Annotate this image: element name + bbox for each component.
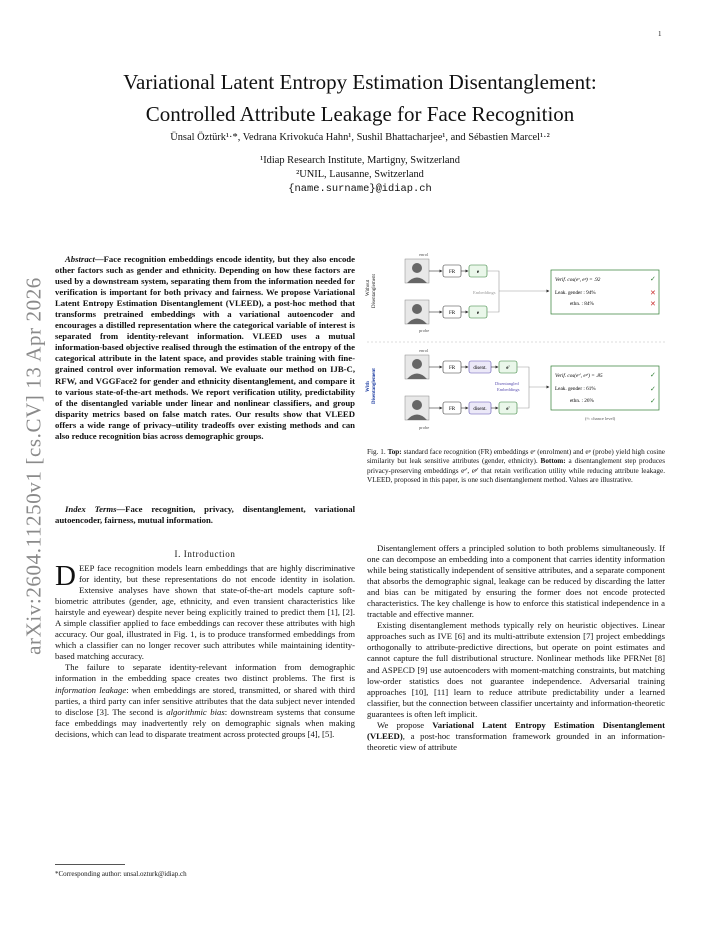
verif-top: Verif. cos(eᵉ, eᵖ) = .92 <box>555 277 601 283</box>
with-label-2: Disentanglement <box>372 368 377 404</box>
svg-text:FR: FR <box>448 366 456 371</box>
page-number: 1 <box>658 30 662 38</box>
leak-eth-top: ethn. : 84% <box>570 301 594 307</box>
svg-text:Embeddings: Embeddings <box>497 387 520 392</box>
affiliations <box>60 154 660 196</box>
index-terms-label: Index Terms <box>65 504 117 514</box>
right-paragraph-3: We propose Variational Latent Entropy Estimation Disentanglement (VLEED), a post-hoc transformation framework grounded in an information-theoretic view of attribute <box>367 719 665 752</box>
drop-cap: D <box>55 560 76 592</box>
footnote-rule <box>55 864 125 865</box>
probe-label-top: probe <box>419 328 430 333</box>
cross-icon: ✕ <box>650 300 656 308</box>
face-probe-bottom <box>405 396 429 420</box>
paper-title <box>60 66 660 130</box>
embeddings-label: Embeddings <box>473 290 496 295</box>
leak-eth-bottom: ethn. : 26% <box>570 398 594 404</box>
disent-label: disent. <box>473 366 487 371</box>
right-paragraph-1: Disentanglement offers a principled solution to both problems simultaneously. If one can decompose an embedding into a component that carries identity information while being statistically independent of sensitive attributes, and a separate component that absorbs the demographic signal, leakage can be reduced by discarding the latter and bias can be mitigated by ensuring the former does not encode protected characteristics. The key challenge is how to enforce this statistical independence in a tractable and effective manner. <box>367 543 665 620</box>
svg-text:probe: probe <box>419 425 430 430</box>
figure-1 <box>367 250 665 435</box>
svg-text:enrol: enrol <box>419 348 429 353</box>
intro-paragraph-1: EEP face recognition models learn embeddings that are highly discriminative for identity, but these representations do not encode identity in isolation. Extensive analyses have shown that state-of-the-art models capture soft-biometric attributes (gender, age, ethnicity, and even transient characteristics like hairstyle and eyewear) despite never being explicitly trained to predict them [1], [2]. A simple classifier applied to face embeddings can recover these attributes with high accuracy. Our goal, illustrated in Fig. 1, is to produce transformed embeddings from which a classifier can no longer recover such attributes while maintaining identity-based matching accuracy. <box>55 563 355 662</box>
svg-text:FR: FR <box>448 311 456 316</box>
introduction <box>55 560 355 740</box>
svg-text:e': e' <box>506 366 510 371</box>
svg-text:✓: ✓ <box>650 385 656 393</box>
intro-paragraph-2: The failure to separate identity-relevant information from demographic information in the embedding space creates two distinct problems. The first is information leakage: when embeddings are stored, transmitted, or shared with third parties, a third party can infer sensitive attributes that the data subject never intended to disclose [3]. The second is algorithmic bias: downstream systems that consume face embeddings may inadvertently rely on demographic signals when making decisions, which can lead to disparate treatment across protected groups [4], [5]. <box>55 662 355 739</box>
affiliation-1: ¹Idiap Research Institute, Martigny, Switzerland <box>260 155 460 166</box>
chance-note: (≈: chance level) <box>585 416 616 421</box>
cross-icon: ✕ <box>650 289 656 297</box>
leak-gender-top: Leak. gender : 94% <box>555 290 596 296</box>
svg-text:e: e <box>476 311 480 316</box>
svg-text:✓: ✓ <box>650 397 656 405</box>
section-heading: I. Introduction <box>174 549 236 559</box>
affiliation-2: ²UNIL, Lausanne, Switzerland <box>296 169 424 180</box>
index-terms-text: —Face recognition, privacy, disentanglement, variational autoencoder, fairness, mutual information. <box>55 504 355 526</box>
svg-text:e: e <box>476 270 480 275</box>
abstract <box>55 254 355 442</box>
svg-text:disent.: disent. <box>473 407 487 412</box>
check-icon: ✓ <box>650 275 656 283</box>
fr-label: FR <box>448 270 456 275</box>
title-line-2: Controlled Attribute Leakage for Face Recognition <box>145 102 575 126</box>
disentangled-label: Disentangled <box>495 381 519 386</box>
face-enrol-bottom <box>405 355 429 379</box>
enrol-label-top: enrol <box>419 252 429 257</box>
verif-bottom: Verif. cos(eᵉ', eᵖ') = .85 <box>555 373 603 379</box>
index-terms <box>55 504 355 526</box>
abstract-label: Abstract <box>65 254 95 264</box>
face-probe-top <box>405 300 429 324</box>
arxiv-sidebar <box>20 256 48 676</box>
without-label-1: Without <box>366 279 371 296</box>
right-paragraph-2: Existing disentanglement methods typically rely on heuristic objectives. Linear approaches such as IVE [6] and its multi-attribute extension [7] project embeddings orthogonally to attribute-predictive directions, but operate on point estimates and cannot capture the full distributional structure. Nonlinear methods like PFRNet [8] and ASPECD [9] use autoencoders with moment-matching constraints, but matching low-order statistics does not guarantee independence. Adversarial training approaches [10], [11] learn to reduce attribute predictability under a learned classifier, but the connection between classifier uncertainty and information-theoretic guarantees is often left implicit. <box>367 620 665 719</box>
footnote: *Corresponding author: unsal.ozturk@idiap.ch <box>55 870 187 878</box>
right-column-body <box>367 543 665 753</box>
title-line-1: Variational Latent Entropy Estimation Disentanglement: <box>123 70 597 94</box>
svg-text:FR: FR <box>448 407 456 412</box>
figure-caption: Fig. 1. Top: standard face recognition (FR) embeddings eᵉ (enrolment) and eᵖ (probe) yield high cosine similarity but leak sensitive attributes (gender, ethnicity). Bottom: a disentanglement step produces privacy-preserving embeddings eᵉ', eᵖ' that retain verification utility while reducing attribute leakage. VLEED, proposed in this paper, is one such disentanglement method. Values are illustrative. <box>367 448 666 484</box>
email: {name.surname}@idiap.ch <box>288 183 432 195</box>
arxiv-id: arXiv:2604.11250v1 [cs.CV] 13 Apr 2026 <box>21 277 46 655</box>
svg-text:e': e' <box>506 407 510 412</box>
without-label-2: Disentanglement <box>372 274 377 308</box>
with-label-1: With <box>366 381 371 392</box>
face-enrol-top <box>405 259 429 283</box>
abstract-text: —Face recognition embeddings encode identity, but they also encode other factors such as gender and ethnicity. Depending on how these factors are used by a downstream system, separating them from the information needed for verification is important for both privacy and fairness. We propose Variational Latent Entropy Estimation Disentanglement (VLEED), a post-hoc method that transforms pretrained embeddings with a variational autoencoder and encourages a distilled representation where the categorical variable of interest is separated from identity-relevant information. VLEED uses a mutual information-based objective realised through the estimation of the entropy of the categorical attribute in the latent space, and provides stable training with fine-grained control over information removal. We evaluate our method on IJB-C, RFW, and VGGFace2 for gender and ethnicity disentanglement, and compare it to various state-of-the-art methods. We report verification utility, predictability of the disentangled variable under linear and nonlinear classifiers, and group disparity metrics based on false match rates. Our results show that VLEED offers a wide range of privacy–utility tradeoffs over existing methods and can also reduce recognition bias across demographic groups. <box>55 254 355 441</box>
authors: Ünsal Öztürk¹·*, Vedrana Krivokuća Hahn¹, Sushil Bhattacharjee¹, and Sébastien Marcel¹·² <box>170 132 550 143</box>
svg-text:✓: ✓ <box>650 371 656 379</box>
leak-gender-bottom: Leak. gender : 61% <box>555 386 596 392</box>
